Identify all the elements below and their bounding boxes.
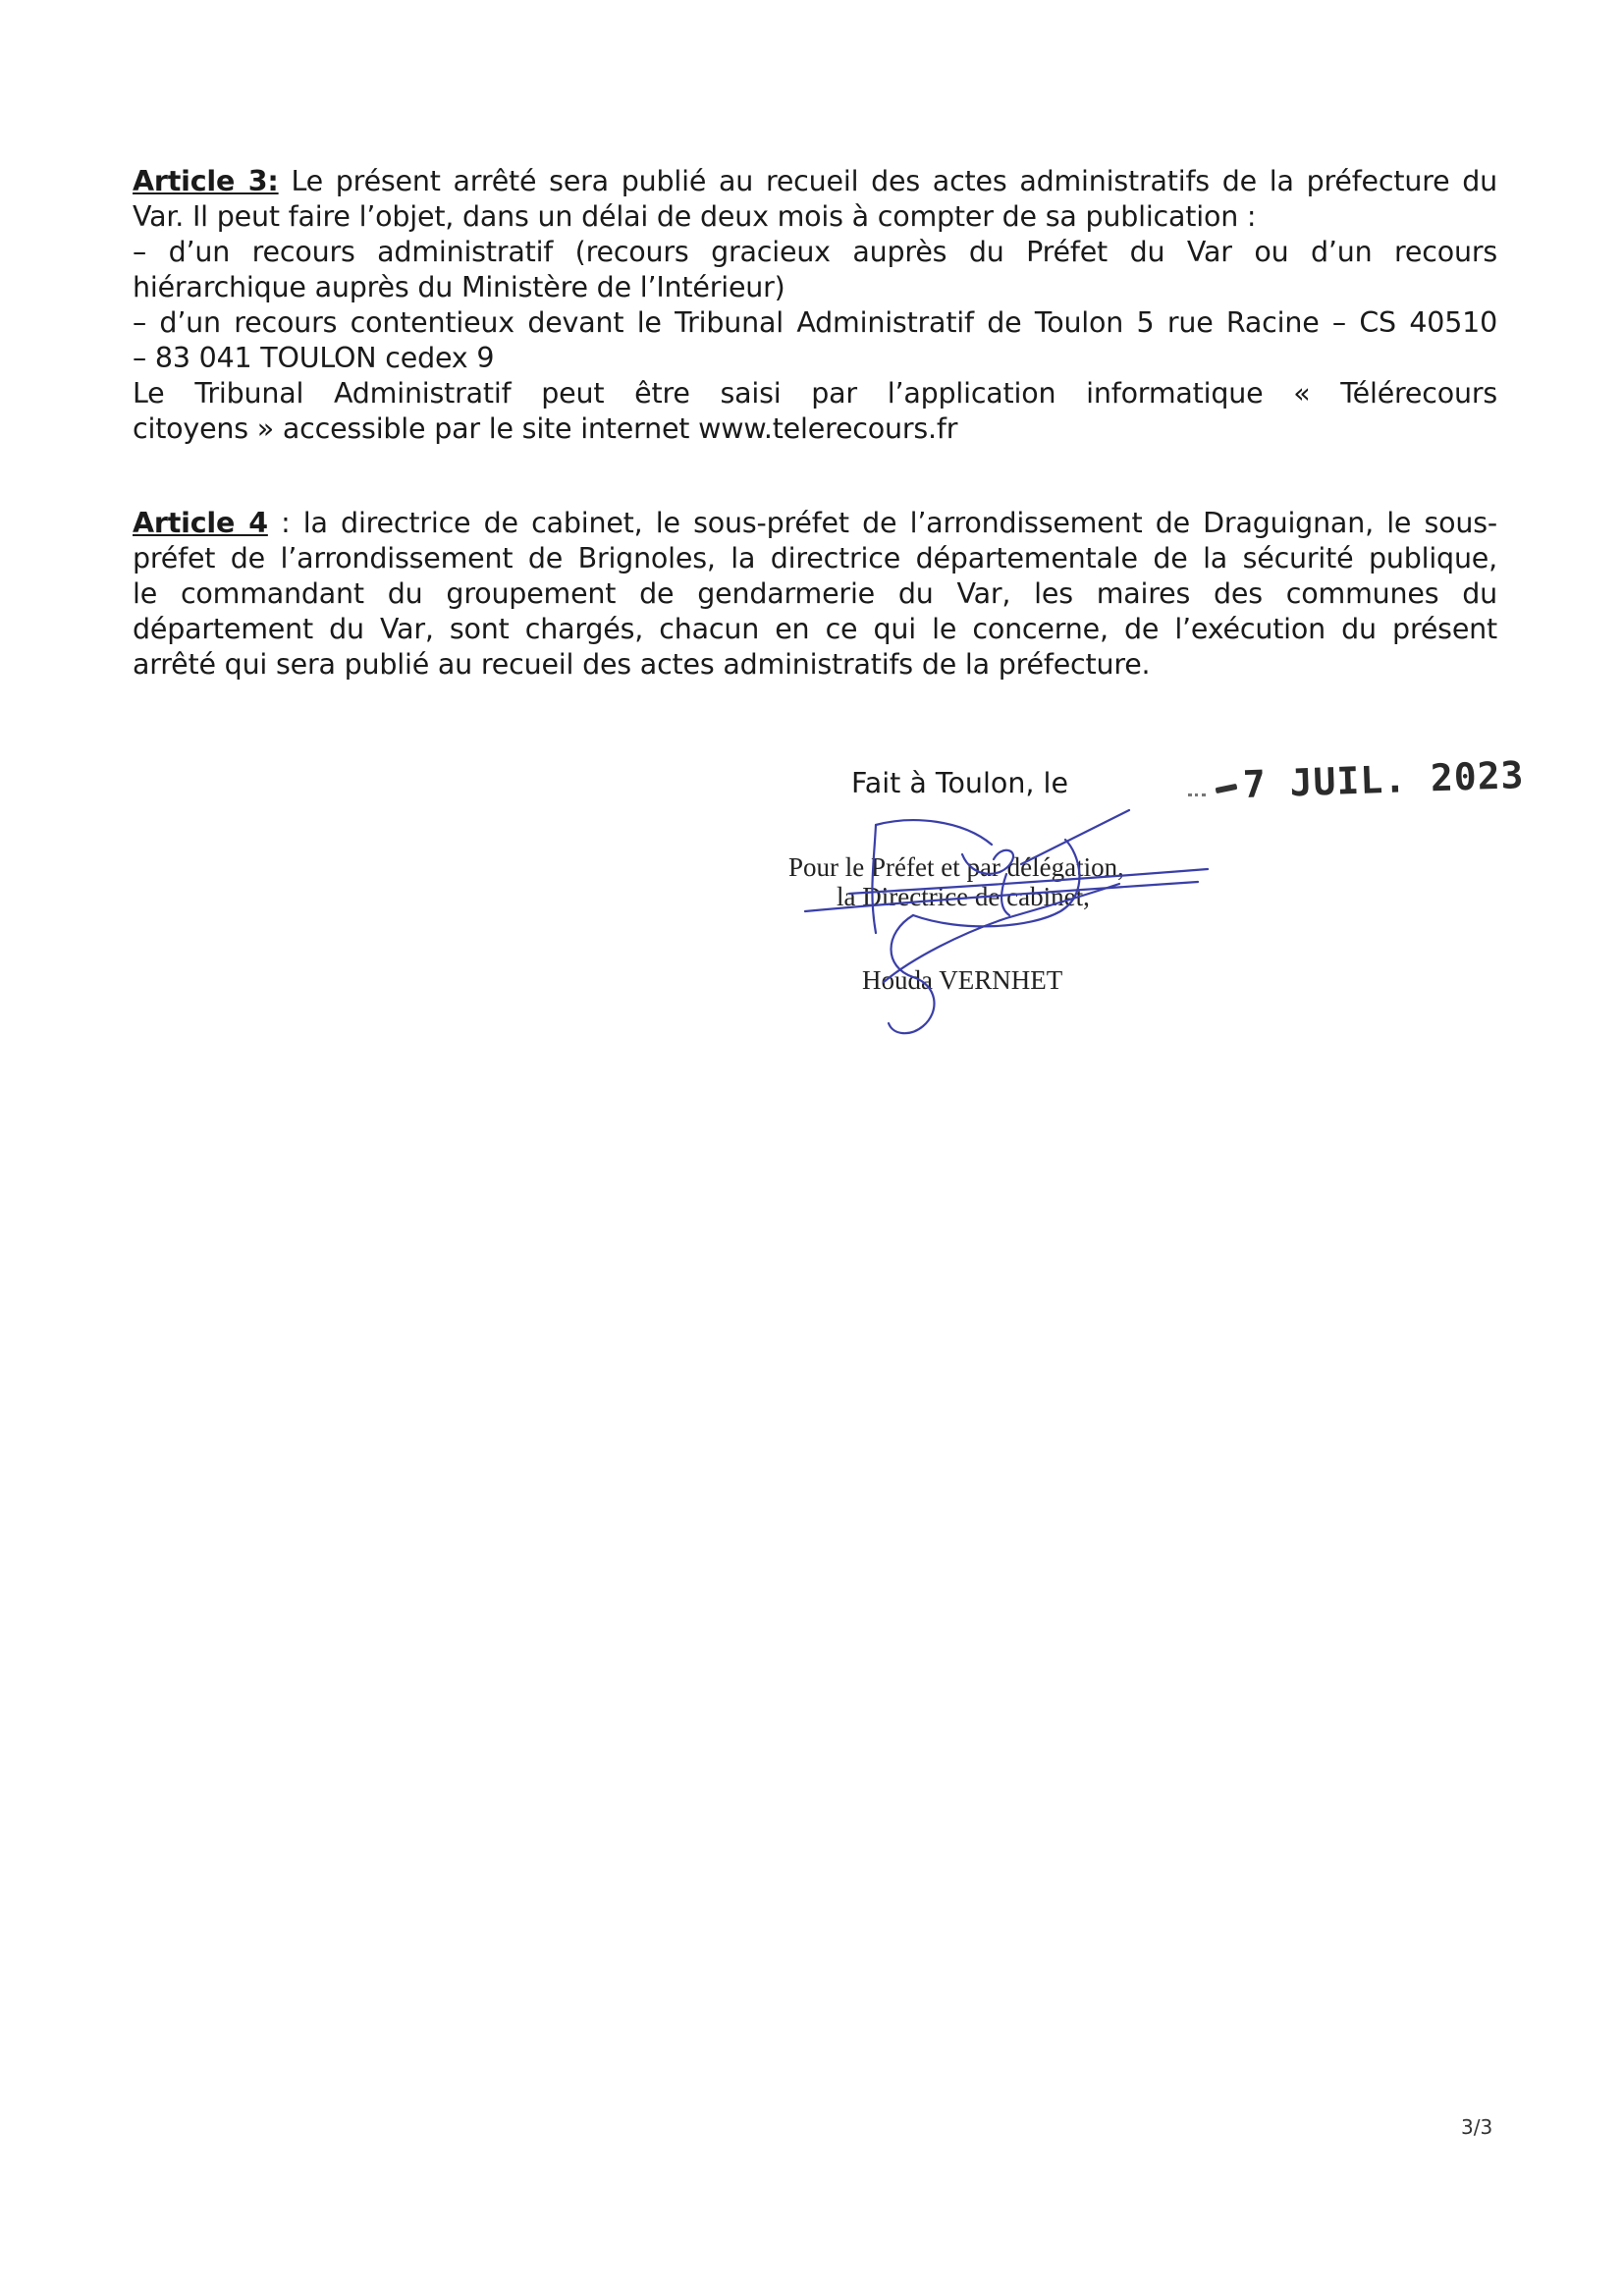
- article-3-line-1: [133, 164, 1497, 199]
- signature-title-line: la Directrice de cabinet,: [837, 882, 1090, 911]
- article-3-text-1: Le présent arrêté sera publié au recueil des actes administratifs de la préfecture du: [278, 165, 1497, 197]
- fait-a-toulon: Fait à Toulon, le: [851, 767, 1068, 799]
- article-3-line-8: citoyens » accessible par le site internet www.telerecours.fr: [133, 412, 958, 445]
- article-3: [133, 164, 1497, 447]
- article-3-line-4: hiérarchique auprès du Ministère de l’Intérieur): [133, 271, 785, 303]
- article-3-line-2: Var. Il peut faire l’objet, dans un délai de deux mois à compter de sa publication :: [133, 200, 1257, 233]
- article-4-line-3: le commandant du groupement de gendarmerie du Var, les maires des communes du: [133, 577, 1497, 610]
- article-4-line-4: département du Var, sont chargés, chacun en ce qui le concerne, de l’exécution du présent: [133, 613, 1497, 645]
- article-3-line-5: – d’un recours contentieux devant le Tribunal Administratif de Toulon 5 rue Racine – CS 40510: [133, 306, 1497, 339]
- article-4-text-1: : la directrice de cabinet, le sous-préfet de l’arrondissement de Draguignan, le sous-: [267, 507, 1497, 539]
- date-stamp: 7 JUIL. 2023: [1242, 753, 1526, 807]
- article-3-line-6: – 83 041 TOULON cedex 9: [133, 342, 495, 374]
- article-3-title: Article 3:: [133, 165, 279, 197]
- article-4: [133, 506, 1497, 683]
- handwritten-signature: [766, 786, 1227, 1061]
- article-4-line-1: [133, 506, 1497, 541]
- article-3-line-3: – d’un recours administratif (recours gracieux auprès du Préfet du Var ou d’un recours: [133, 236, 1497, 268]
- signatory-name: Houda VERNHET: [862, 965, 1063, 995]
- page-number: 3/3: [1461, 2115, 1493, 2139]
- article-4-line-5: arrêté qui sera publié au recueil des actes administratifs de la préfecture.: [133, 648, 1151, 681]
- article-3-line-7: Le Tribunal Administratif peut être saisi par l’application informatique « Télérecours: [133, 377, 1497, 410]
- signature-delegation-line: Pour le Préfet et par délégation,: [788, 852, 1124, 882]
- article-4-title: Article 4: [133, 507, 268, 539]
- article-4-line-2: préfet de l’arrondissement de Brignoles, la directrice départementale de la sécurité publique,: [133, 542, 1497, 574]
